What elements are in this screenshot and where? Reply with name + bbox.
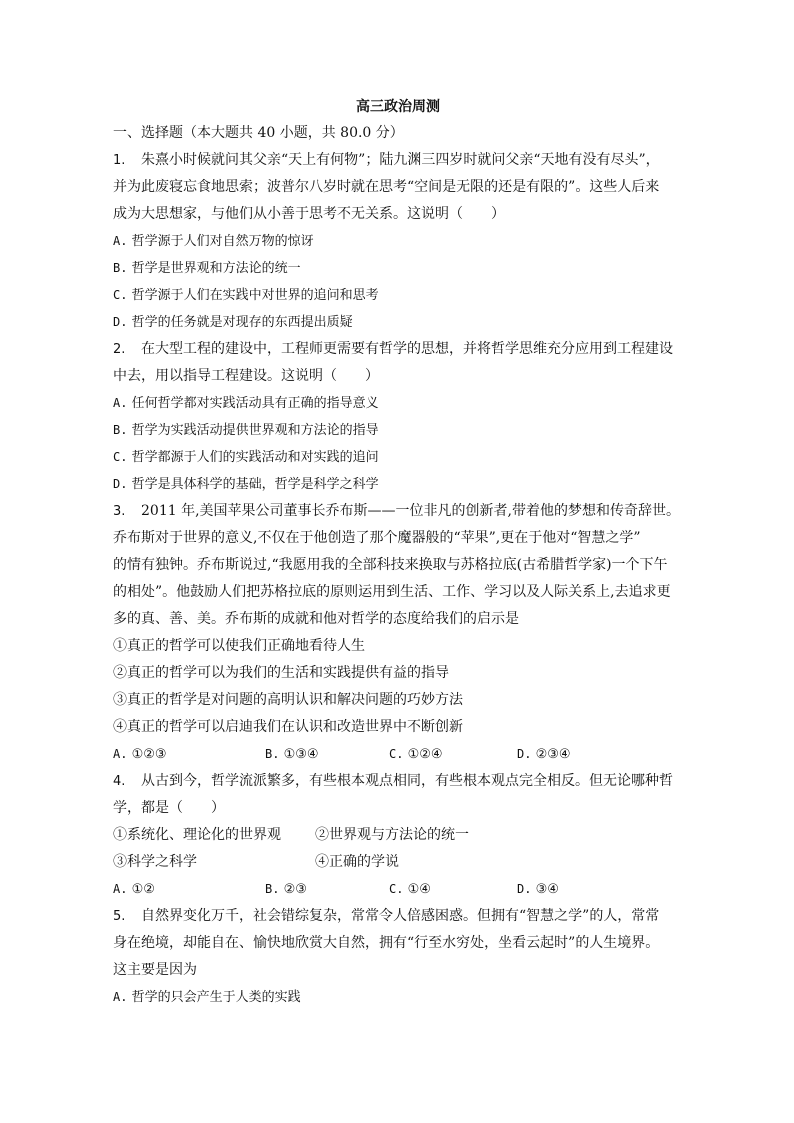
question-text-line: 1. 朱熹小时候就问其父亲“天上有何物”；陆九渊三四岁时就问父亲“天地有没有尽头”， (113, 147, 683, 174)
question-number: 1. (113, 153, 126, 168)
option-row (113, 741, 683, 768)
question-text-line: 5. 自然界变化万千，社会错综复杂，常常令人倍感困惑。但拥有“智慧之学”的人，常常 (113, 903, 683, 930)
option-d: D. 哲学的任务就是对现存的东西提出质疑 (113, 315, 353, 330)
statement-item: ①系统化、理论化的世界观 (113, 827, 281, 843)
question-text-line: 的情有独钟。乔布斯说过,“我愿用我的全部科技来换取与苏格拉底(古希腊哲学家)一个下午 (113, 557, 668, 573)
question-5 (113, 903, 683, 1011)
statement-item: ④正确的学说 (315, 854, 399, 870)
statement-item: ③科学之科学 (113, 854, 197, 870)
option-row (113, 876, 683, 903)
question-number: 4. (113, 774, 126, 789)
option-b: B. ②③ (265, 882, 307, 897)
question-number: 2. (113, 342, 126, 357)
option-d: D. 哲学是具体科学的基础，哲学是科学之科学 (113, 477, 379, 492)
option-a: A. ①② (113, 882, 155, 897)
statement-item: ①真正的哲学可以使我们正确地看待人生 (113, 638, 365, 654)
question-text-line: 多的真、善、美。乔布斯的成就和他对哲学的态度给我们的启示是 (113, 611, 519, 627)
question-4 (113, 768, 683, 903)
option-c: C. 哲学都源于人们的实践活动和对实践的追问 (113, 450, 379, 465)
section-heading: 一、选择题（本大题共 40 小题，共 80.0 分） (113, 125, 404, 141)
option-d: D. ③④ (517, 882, 559, 897)
option-b: B. ①③④ (265, 747, 319, 762)
question-text-line: 中去，用以指导工程建设。这说明（ ） (113, 368, 379, 384)
question-number: 3. (113, 504, 126, 519)
statement-row (113, 849, 683, 876)
statement-row (113, 822, 683, 849)
statement-item: ④真正的哲学可以启迪我们在认识和改造世界中不断创新 (113, 719, 463, 735)
question-text-line: 的相处”。他鼓励人们把苏格拉底的原则运用到生活、工作、学习以及人际关系上,去追求更 (113, 584, 671, 600)
question-text-line: 并为此废寝忘食地思索；波普尔八岁时就在思考“空间是无限的还是有限的”。这些人后来 (113, 179, 660, 195)
question-text-line: 成为大思想家，与他们从小善于思考不无关系。这说明（ ） (113, 206, 505, 222)
option-b: B. 哲学为实践活动提供世界观和方法论的指导 (113, 423, 379, 438)
statement-item: ②世界观与方法论的统一 (315, 827, 469, 843)
option-a: A. 哲学源于人们对自然万物的惊讶 (113, 234, 314, 249)
statement-item: ②真正的哲学可以为我们的生活和实践提供有益的指导 (113, 665, 449, 681)
option-b: B. 哲学是世界观和方法论的统一 (113, 261, 301, 276)
question-3 (113, 498, 683, 768)
question-text-line: 2. 在大型工程的建设中，工程师更需要有哲学的思想，并将哲学思维充分应用到工程建设 (113, 336, 683, 363)
question-text-line: 3. 2011 年,美国苹果公司董事长乔布斯——一位非凡的创新者,带着他的梦想和传奇辞世。 (113, 498, 683, 525)
option-c: C. 哲学源于人们在实践中对世界的追问和思考 (113, 288, 379, 303)
question-2 (113, 336, 683, 498)
question-text-line: 乔布斯对于世界的意义,不仅在于他创造了那个魔器般的“苹果”,更在于他对“智慧之学” (113, 530, 641, 546)
option-a: A. 哲学的只会产生于人类的实践 (113, 990, 301, 1005)
question-text-line: 身在绝境，却能自在、愉快地欣赏大自然，拥有“行至水穷处，坐看云起时”的人生境界。 (113, 935, 660, 951)
question-text-line: 学，都是（ ） (113, 800, 225, 816)
question-1 (113, 147, 683, 336)
option-a: A. 任何哲学都对实践活动具有正确的指导意义 (113, 396, 379, 411)
question-text-line: 这主要是因为 (113, 962, 197, 978)
option-c: C. ①②④ (389, 747, 443, 762)
page-title: 高三政治周测 (356, 99, 440, 115)
option-d: D. ②③④ (517, 747, 571, 762)
option-a: A. ①②③ (113, 747, 167, 762)
option-c: C. ①④ (389, 882, 431, 897)
document-page (113, 94, 683, 1011)
statement-item: ③真正的哲学是对问题的高明认识和解决问题的巧妙方法 (113, 692, 463, 708)
question-number: 5. (113, 909, 126, 924)
question-text-line: 4. 从古到今，哲学流派繁多，有些根本观点相同，有些根本观点完全相反。但无论哪种哲 (113, 768, 683, 795)
